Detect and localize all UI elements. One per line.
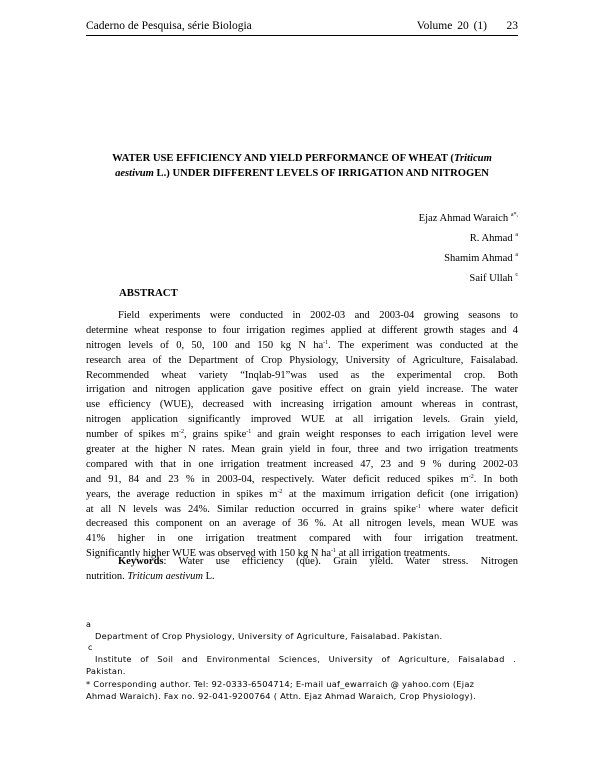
abstract-line: compared with that in one irrigation treatment increased 47, 23 and 9 % during 2002-03 — [86, 458, 518, 470]
abstract-line: greater at the higher N rates. Mean grain yield in four, three and two irrigation treatments — [86, 444, 518, 456]
author-affiliation-mark: a — [515, 252, 518, 258]
title-italic-genus: Triticum — [453, 153, 492, 164]
keywords-label: Keywords — [118, 556, 164, 567]
abstract-line: research area of the Department of Crop Physiology, University of Agriculture, Faisalabad. — [86, 354, 518, 366]
abstract-line: decreased this component on an average of 36 %. At all nitrogen levels, mean WUE was — [86, 518, 518, 530]
author — [419, 247, 518, 267]
page-number: 23 — [506, 20, 518, 32]
paper-title — [86, 151, 518, 181]
abstract-line: nitrogen application significantly improved WUE at all irrigation levels. Grain yield, — [86, 414, 518, 426]
running-header — [86, 20, 518, 36]
title-part-2: L.) UNDER DIFFERENT LEVELS OF IRRIGATION AND NITROGEN — [153, 168, 489, 179]
keywords-line: Keywords: Water use efficiency (que). Grain yield. Water stress. Nitrogen — [118, 556, 518, 567]
abstract-line: and 91, 84 and 23 % in 2003-04, respectively. Water deficit reduced spikes $m^{-2}$. In both — [86, 473, 518, 485]
abstract-line: 41% higher in one irrigation treatment compared with four irrigation treatment. — [86, 533, 518, 545]
abstract-line: Field experiments were conducted in 2002-03 and 2003-04 growing seasons to — [118, 310, 518, 321]
author-affiliation-mark: a — [515, 232, 518, 238]
abstract-line: number of spikes $m^{-2}$, grains spike$^{-1}$ and grain weight responses to each irrigation level were — [86, 429, 518, 441]
footnote-affiliation-a: Department of Crop Physiology, University of Agriculture, Faisalabad. Pakistan. — [95, 631, 443, 641]
footnotes — [86, 620, 516, 703]
volume-number: Volume 20 (1) — [416, 20, 487, 32]
header-rule — [86, 35, 518, 36]
footnote-corresponding: * Corresponding author. Tel: 92-0333-6504714; E-mail uaf_ewarraich @ yahoo.com (Ejaz — [86, 678, 475, 689]
title-part-1: WATER USE EFFICIENCY AND YIELD PERFORMANCE OF WHEAT ( — [112, 153, 454, 164]
author-affiliation-mark: c — [515, 272, 518, 278]
author-name: Shamim Ahmad — [444, 253, 513, 264]
keywords — [86, 554, 518, 584]
author-list — [419, 207, 518, 287]
title-italic-species: aestivum — [115, 168, 154, 179]
abstract-line: at all N levels was 24%. Similar reduction occurred in grains spike$^{-1}$ where water deficit — [86, 503, 518, 515]
footnote-affiliation-c: Institute of Soil and Environmental Sciences, University of Agriculture, Faisalabad . — [95, 653, 516, 664]
abstract-heading: ABSTRACT — [119, 287, 178, 299]
abstract-line: nitrogen levels of 0, 50, 100 and 150 kg N $ha^{-1}$. The experiment was conducted at the — [86, 339, 518, 351]
abstract-line: irrigation and nitrogen application gave positive effect on grain yield increase. The water — [86, 384, 518, 396]
author — [419, 227, 518, 247]
author-name: Saif Ullah — [469, 273, 513, 284]
footnote-mark-a: a — [86, 620, 92, 629]
abstract-line: determine wheat response to four irrigation regimes applied at different growth stages and 4 — [86, 324, 518, 336]
author — [419, 267, 518, 287]
abstract-line: years, the average reduction in spikes $m^{-2}$ at the maximum irrigation deficit (one irrigation) — [86, 488, 518, 500]
journal-name: Caderno de Pesquisa, série Biologia — [86, 20, 252, 32]
footnote-affiliation-c-cont: Pakistan. — [86, 666, 126, 676]
abstract-line: Significantly higher WUE was observed with 150 kg N $ha^{-1}$ at all irrigation treatments. — [86, 548, 451, 560]
footnote-mark-c: c — [88, 642, 93, 652]
abstract-line: Recommended wheat variety “Inqlab-91”was used as the experimental crop. Both — [86, 369, 518, 381]
footnote-corresponding-cont: Ahmad Waraich). Fax no. 92-041-9200764 ( Attn. Ejaz Ahmad Waraich, Crop Physiology). — [86, 691, 477, 701]
author-name: R. Ahmad — [469, 233, 513, 244]
abstract-body — [86, 309, 518, 562]
author-name: Ejaz Ahmad Waraich — [418, 213, 509, 224]
abstract-line: use efficiency (WUE), decreased with increasing irrigation amount whereas in contrast, — [86, 399, 518, 411]
volume-page — [417, 20, 518, 32]
author-affiliation-mark: a*, — [510, 212, 518, 218]
author — [419, 207, 518, 227]
keywords-line: nutrition. Triticum aestivum L. — [86, 571, 215, 582]
